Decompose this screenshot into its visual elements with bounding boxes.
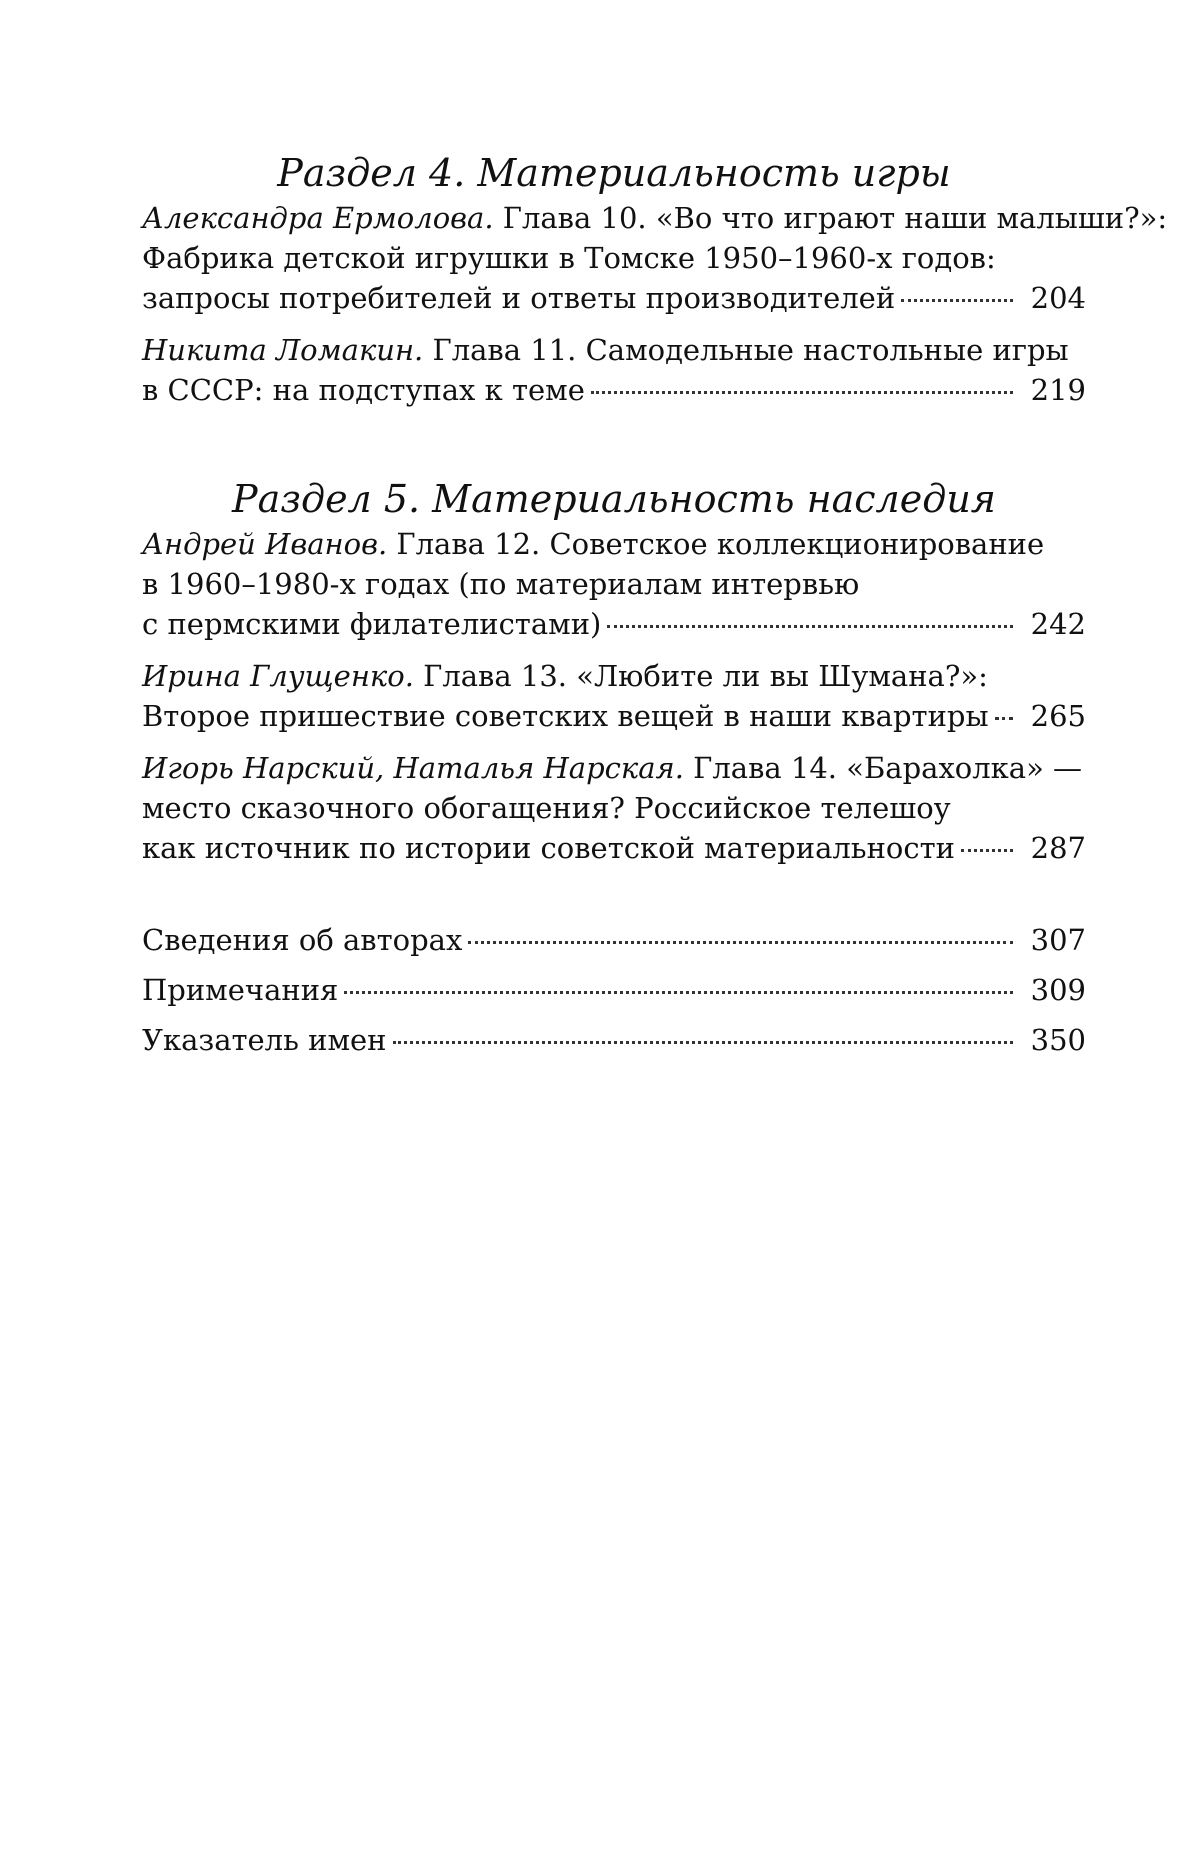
section-5-title: Раздел 5. Материальность наследия bbox=[232, 477, 996, 521]
entry-author: Ирина Глущенко. bbox=[142, 659, 414, 693]
entry-title-line: запросы потребителей и ответы производителей bbox=[142, 281, 896, 315]
entry-title-line: как источник по истории советской материальности bbox=[142, 831, 955, 865]
toc-entry-chapter-13[interactable] bbox=[142, 656, 1086, 736]
toc-entry-notes[interactable] bbox=[142, 970, 1086, 1010]
dot-leader bbox=[995, 717, 1013, 720]
entry-title-line: Глава 12. Советское коллекционирование bbox=[396, 527, 1045, 561]
entry-title-line: Глава 10. «Во что играют наши малыши?»: bbox=[502, 201, 1168, 235]
dot-leader bbox=[591, 391, 1013, 394]
dot-leader bbox=[344, 991, 1012, 994]
toc-entry-chapter-10[interactable] bbox=[142, 198, 1168, 318]
back-matter bbox=[142, 920, 1086, 1060]
entry-title-line: в 1960–1980-х годах (по материалам интервью bbox=[142, 567, 860, 601]
toc-entry-chapter-11[interactable] bbox=[142, 330, 1086, 410]
entry-title-line: в СССР: на подступах к теме bbox=[142, 373, 585, 407]
dot-leader bbox=[468, 941, 1012, 944]
page-number: 350 bbox=[1030, 1023, 1086, 1057]
toc-entry-chapter-12[interactable] bbox=[142, 524, 1086, 644]
entry-author: Александра Ермолова. bbox=[142, 201, 494, 235]
entry-author: Игорь Нарский, Наталья Нарская. bbox=[142, 751, 684, 785]
toc-entry-chapter-14[interactable] bbox=[142, 748, 1086, 868]
entry-title-line: место сказочного обогащения? Российское телешоу bbox=[142, 791, 951, 825]
entry-title-line: Глава 13. «Любите ли вы Шумана?»: bbox=[423, 659, 988, 693]
page-number: 309 bbox=[1030, 973, 1086, 1007]
entry-title-line: с пермскими филателистами) bbox=[142, 607, 602, 641]
entry-author: Никита Ломакин. bbox=[142, 333, 424, 367]
page-number: 242 bbox=[1030, 607, 1086, 641]
section-4-title: Раздел 4. Материальность игры bbox=[277, 151, 951, 195]
section-spacer bbox=[142, 880, 1086, 920]
section-spacer bbox=[142, 422, 1086, 476]
dot-leader bbox=[393, 1041, 1013, 1044]
dot-leader bbox=[607, 625, 1012, 628]
page-number: 287 bbox=[1030, 831, 1086, 865]
section-5 bbox=[142, 476, 1086, 868]
entry-title-line: Глава 11. Самодельные настольные игры bbox=[432, 333, 1069, 367]
entry-author: Андрей Иванов. bbox=[142, 527, 388, 561]
toc-entry-authors-info[interactable] bbox=[142, 920, 1086, 960]
entry-title-line: Фабрика детской игрушки в Томске 1950–1960-х годов: bbox=[142, 241, 996, 275]
dot-leader bbox=[901, 299, 1012, 302]
entry-title-line: Глава 14. «Барахолка» — bbox=[693, 751, 1083, 785]
page-number: 219 bbox=[1030, 373, 1086, 407]
table-of-contents bbox=[142, 150, 1168, 1070]
entry-title-line: Указатель имен bbox=[142, 1023, 387, 1057]
dot-leader bbox=[961, 849, 1013, 852]
entry-title-line: Примечания bbox=[142, 973, 339, 1007]
toc-entry-name-index[interactable] bbox=[142, 1020, 1086, 1060]
entry-title-line: Второе пришествие советских вещей в наши квартиры bbox=[142, 699, 989, 733]
page-number: 265 bbox=[1030, 699, 1086, 733]
section-4 bbox=[142, 150, 1168, 410]
entry-title-line: Сведения об авторах bbox=[142, 923, 463, 957]
page-number: 204 bbox=[1030, 281, 1086, 315]
page-number: 307 bbox=[1030, 923, 1086, 957]
